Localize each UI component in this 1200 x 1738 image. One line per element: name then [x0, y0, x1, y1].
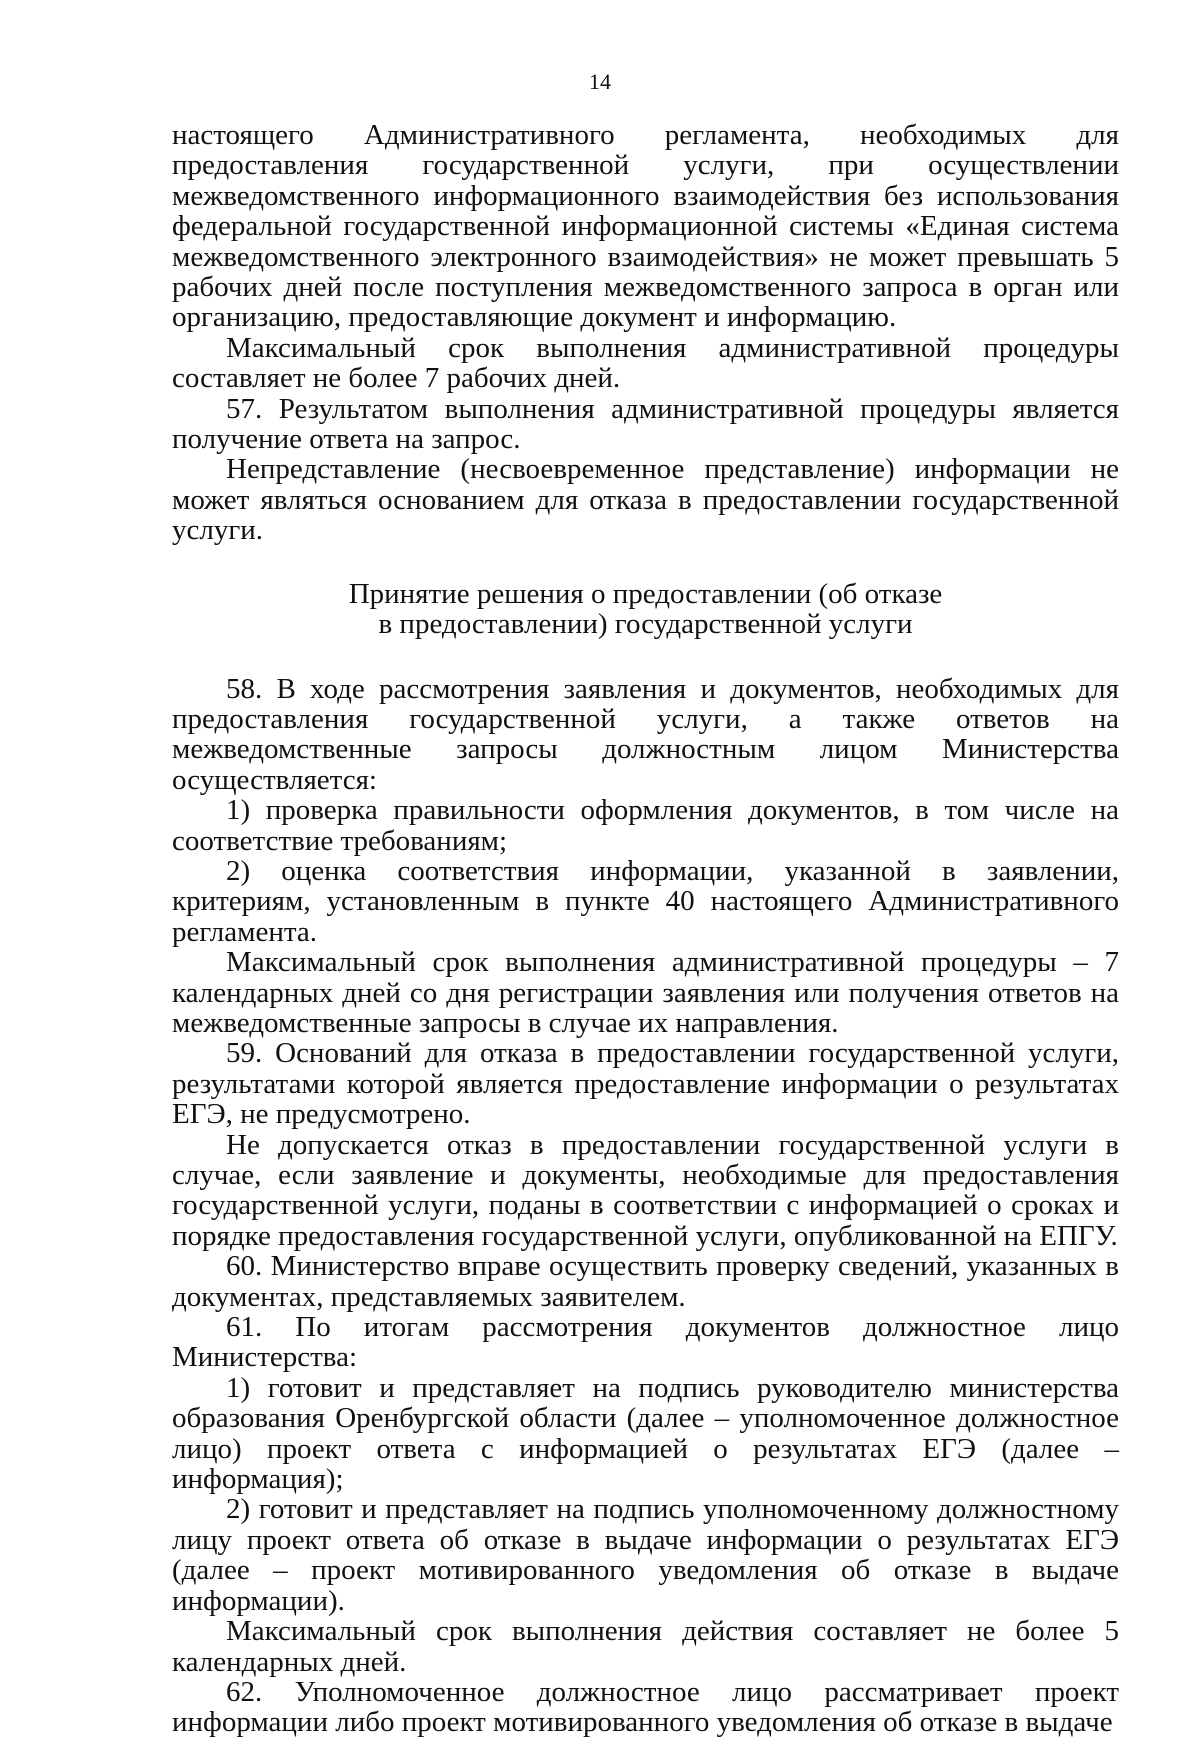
- paragraph-57: 57. Результатом выполнения административной процедуры является получение ответа на запрос.: [172, 392, 1119, 456]
- list-item: 1) проверка правильности оформления документов, в том числе на соответствие требованиям;: [172, 794, 1119, 857]
- paragraph-58: 58. В ходе рассмотрения заявления и документов, необходимых для предоставления государственной услуги, а также ответов на межведомственные запросы должностным лицом Министерства осуществляется:: [172, 672, 1119, 796]
- paragraph: Не допускается отказ в предоставлении государственной услуги в случае, если заявление и документы, необходимые для предоставления государственной услуги, поданы в соответствии с информацией о сроках и порядке предоставления государственной услуги, опубликованной на ЕПГУ.: [172, 1128, 1119, 1252]
- paragraph-60: 60. Министерство вправе осуществить проверку сведений, указанных в документах, представляемых заявителем.: [172, 1250, 1119, 1313]
- paragraph: Непредставление (несвоевременное представление) информации не может являться основанием для отказа в предоставлении государственной услуги.: [172, 453, 1119, 547]
- section-heading-line: в предоставлении) государственной услуги: [378, 608, 913, 641]
- paragraph-61: 61. По итогам рассмотрения документов должностное лицо Министерства:: [172, 1311, 1119, 1374]
- section-heading: [172, 579, 1119, 640]
- list-item: 2) готовит и представляет на подпись уполномоченному должностному лицу проект ответа об отказе в выдаче информации о результатах ЕГЭ (далее – проект мотивированного уведомления об отказе в выдаче информации).: [172, 1493, 1119, 1617]
- paragraph-59: 59. Оснований для отказа в предоставлении государственной услуги, результатами которой является предоставление информации о результатах ЕГЭ, не предусмотрено.: [172, 1037, 1119, 1131]
- paragraph-62: 62. Уполномоченное должностное лицо рассматривает проект информации либо проект мотивированного уведомления об отказе в выдаче: [172, 1675, 1119, 1738]
- paragraph: настоящего Административного регламента, необходимых для предоставления государственной услуги, при осуществлении межведомственного информационного взаимодействия без использования федеральной государственной информационной системы «Единая система межведомственного электронного взаимодействия» не может превышать 5 рабочих дней после поступления межведомственного запроса в орган или организацию, предоставляющие документ и информацию.: [172, 119, 1119, 334]
- section-heading-line: Принятие решения о предоставлении (об отказе: [348, 577, 943, 610]
- document-body: [172, 120, 1119, 1738]
- paragraph: Максимальный срок выполнения действия составляет не более 5 календарных дней.: [172, 1615, 1119, 1678]
- list-item: 1) готовит и представляет на подпись руководителю министерства образования Оренбургской области (далее – уполномоченное должностное лицо) проект ответа с информацией о результатах ЕГЭ (далее – информация);: [172, 1371, 1119, 1496]
- page-number: 14: [589, 69, 611, 94]
- paragraph: Максимальный срок выполнения административной процедуры – 7 календарных дней со дня регистрации заявления или получения ответов на межведомственные запросы в случае их направления.: [172, 946, 1119, 1039]
- paragraph: Максимальный срок выполнения административной процедуры составляет не более 7 рабочих дней.: [172, 331, 1119, 395]
- list-item: 2) оценка соответствия информации, указанной в заявлении, критериям, установленным в пункте 40 настоящего Административного регламента.: [172, 854, 1119, 948]
